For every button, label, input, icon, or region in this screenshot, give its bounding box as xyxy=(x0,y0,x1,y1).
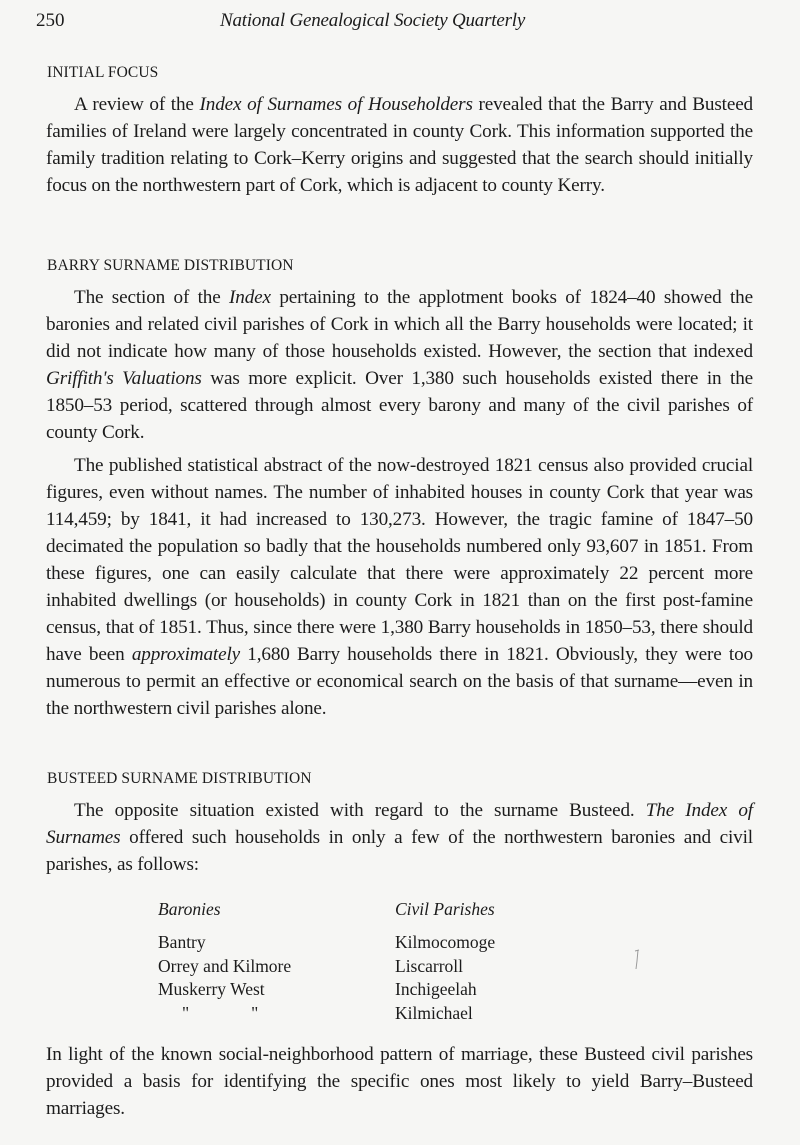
barony-cell: Bantry xyxy=(158,932,206,952)
section-heading-busteed-distribution: BUSTEED SURNAME DISTRIBUTION xyxy=(47,770,312,787)
section-heading-initial-focus: INITIAL FOCUS xyxy=(47,64,159,81)
running-head xyxy=(36,8,766,38)
parish-cell: Kilmichael xyxy=(395,1002,473,1023)
ditto-mark: " xyxy=(251,1002,259,1023)
ditto-row xyxy=(158,1002,291,1026)
italic-title: Griffith's Valuations xyxy=(46,368,202,389)
journal-title: National Genealogical Society Quarterly xyxy=(220,10,526,31)
barony-cell: Muskerry West xyxy=(158,979,265,999)
column-header-civil-parishes: Civil Parishes xyxy=(395,899,495,919)
closing-paragraph: In light of the known social-neighborhood pattern of marriage, these Busteed civil parishes provided a basis for identifying the specific ones most likely to yield Barry–Busteed marriages. xyxy=(46,1044,753,1119)
parish-cell: Kilmocomoge xyxy=(395,932,496,952)
paragraph: The published statistical abstract of the now-destroyed 1821 census also provided crucial figures, even without names. The number of inhabited houses in county Cork that year was 114,459; by 1841, it had increased to 130,273. However, the tragic famine of 1847–50 decimated the population so badly that the households numbered only 93,607 in 1851. From these figures, one can easily calculate that there were approximately 22 percent more inhabited dwellings (or households) in county Cork in 1821 than on the first post-famine census, that of 1851. Thus, since there were 1,380 Barry households in 1850–53, there should have been approximately 1,680 Barry households there in 1821. Obviously, they were too numerous to permit an effective or economical search on the basis of that surname—even in the northwestern civil parishes alone. xyxy=(46,455,753,719)
parish-cell: Liscarroll xyxy=(395,955,464,976)
paragraph: The section of the Index pertaining to the applotment books of 1824–40 showed the baronies and related civil parishes of Cork in which all the Barry households were located; it did not indicate how many of those households existed. However, the section that indexed Griffith's Valuations was more explicit. Over 1,380 such households existed there in the 1850–53 period, scattered through almost every barony and many of the civil parishes of county Cork. xyxy=(46,287,753,443)
page-number: 250 xyxy=(36,10,65,31)
italic-title: Index xyxy=(229,287,271,308)
section-heading-barry-distribution: BARRY SURNAME DISTRIBUTION xyxy=(47,257,294,274)
column-header-baronies: Baronies xyxy=(158,899,221,919)
ditto-mark: " xyxy=(182,1002,190,1023)
paragraph: The opposite situation existed with regard to the surname Busteed. The Index of Surnames offered such households in only a few of the northwestern baronies and civil parishes, as follows: xyxy=(46,800,753,875)
barony-cell: Orrey and Kilmore xyxy=(158,955,292,976)
italic-title: Index of Surnames of Householders xyxy=(199,94,473,115)
stray-ink-mark xyxy=(634,949,640,971)
italic-title: The Index of Surnames xyxy=(46,800,753,848)
italic-title: approximately xyxy=(131,644,241,665)
parish-cell: Inchigeelah xyxy=(395,979,477,999)
civil-parishes-column xyxy=(395,897,495,1025)
paragraph: A review of the Index of Surnames of Householders revealed that the Barry and Busteed families of Ireland were largely concentrated in county Cork. This information supported the family tradition relating to Cork–Kerry origins and suggested that the search should initially focus on the northwestern part of Cork, which is adjacent to county Kerry. xyxy=(46,94,753,196)
baronies-column xyxy=(158,897,291,1025)
